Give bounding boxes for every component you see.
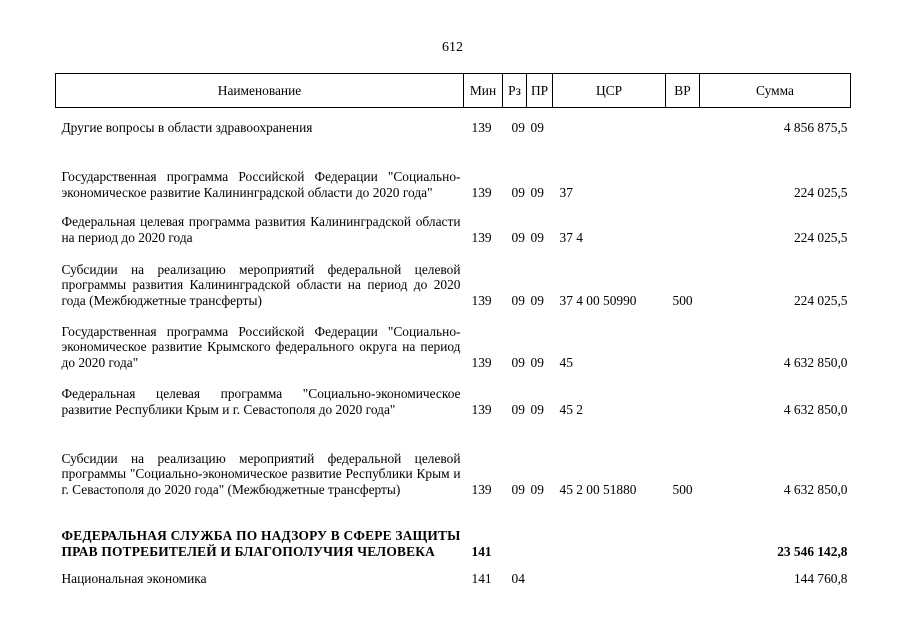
row-vr: [666, 371, 700, 418]
row-pr: 09: [530, 229, 544, 245]
row-name: Другие вопросы в области здравоохранения: [61, 119, 313, 135]
row-sum: 224 025,5: [793, 292, 848, 308]
row-name: ФЕДЕРАЛЬНАЯ СЛУЖБА ПО НАДЗОРУ В СФЕРЕ ЗАЩИТЫ ПРАВ ПОТРЕБИТЕЛЕЙ И БЛАГОПОЛУЧИЯ ЧЕЛОВЕКА: [61, 528, 461, 559]
row-vr: [666, 498, 700, 560]
row-min: 139: [471, 292, 492, 308]
row-sum: 4 632 850,0: [783, 401, 848, 417]
row-vr: [666, 201, 700, 246]
row-pr: 09: [530, 481, 544, 497]
row-csr: 37 4: [559, 229, 583, 245]
row-rz: 09: [511, 481, 525, 497]
row-name: Субсидии на реализацию мероприятий федеральной целевой программы развития Калининградской области на период до 2020 года (Межбюджетные трансферты): [61, 261, 461, 308]
row-name: Национальная экономика: [61, 570, 207, 586]
row-pr: 09: [530, 292, 544, 308]
row-sum: 4 632 850,0: [783, 481, 848, 497]
row-csr: 45 2: [559, 401, 583, 417]
row-min: 139: [471, 354, 492, 370]
row-pr: 09: [530, 119, 544, 135]
table-row: [56, 371, 851, 418]
table-header-row: [56, 74, 851, 108]
row-rz: [503, 498, 527, 560]
row-sum: 144 760,8: [793, 570, 848, 586]
row-sum: 224 025,5: [793, 229, 848, 245]
row-vr: [666, 560, 700, 587]
row-rz: 04: [511, 570, 525, 586]
header-name: Наименование: [56, 74, 464, 108]
row-csr: [553, 560, 666, 587]
table-row: [56, 309, 851, 371]
row-min: 139: [471, 401, 492, 417]
row-pr: [527, 560, 553, 587]
row-sum: 23 546 142,8: [777, 543, 848, 559]
row-rz: 09: [511, 292, 525, 308]
header-vr: ВР: [666, 74, 700, 108]
row-min: 139: [471, 229, 492, 245]
row-pr: 09: [530, 401, 544, 417]
row-rz: 09: [511, 401, 525, 417]
row-sum: 4 856 875,5: [783, 119, 848, 135]
row-name: Федеральная целевая программа "Социально-экономическое развитие Республики Крым и г. Севастополя до 2020 года": [61, 386, 461, 417]
row-rz: 09: [511, 229, 525, 245]
row-name: Государственная программа Российской Федерации "Социально-экономическое развитие Крымского федерального округа на период до 2020 года": [61, 323, 461, 370]
budget-table: [55, 73, 851, 587]
row-csr: 45 2 00 51880: [559, 481, 637, 497]
row-csr: 37 4 00 50990: [559, 292, 637, 308]
row-vr: [666, 108, 700, 136]
row-name: Государственная программа Российской Федерации "Социально-экономическое развитие Калининградской области до 2020 года": [61, 169, 461, 200]
row-csr: 45: [559, 354, 573, 370]
row-pr: 09: [530, 184, 544, 200]
table-row: [56, 246, 851, 309]
row-sum: 224 025,5: [793, 184, 848, 200]
row-rz: 09: [511, 119, 525, 135]
table-row: [56, 201, 851, 246]
row-rz: 09: [511, 184, 525, 200]
table-row: [56, 418, 851, 498]
table-row: [56, 136, 851, 201]
row-min: 141: [471, 543, 492, 559]
page-number: 612: [442, 40, 463, 55]
row-min: 139: [471, 481, 492, 497]
table-row: [56, 108, 851, 136]
header-pr: ПР: [527, 74, 553, 108]
header-rz: Рз: [503, 74, 527, 108]
header-csr: ЦСР: [553, 74, 666, 108]
row-min: 139: [471, 119, 492, 135]
row-pr: 09: [530, 354, 544, 370]
row-min: 141: [471, 570, 492, 586]
header-sum: Сумма: [700, 74, 851, 108]
row-csr: [553, 108, 666, 136]
table-row: [56, 560, 851, 587]
header-min: Мин: [464, 74, 503, 108]
row-min: 139: [471, 184, 492, 200]
table-row: [56, 498, 851, 560]
row-name: Федеральная целевая программа развития Калининградской области на период до 2020 года: [61, 214, 461, 245]
row-vr: 500: [672, 292, 693, 308]
row-name: Субсидии на реализацию мероприятий федеральной целевой программы "Социально-экономическое развитие Республики Крым и г. Севастополя до 2020 года" (Межбюджетные трансферты): [61, 450, 461, 497]
row-rz: 09: [511, 354, 525, 370]
row-csr: [553, 498, 666, 560]
row-sum: 4 632 850,0: [783, 354, 848, 370]
row-vr: [666, 136, 700, 201]
row-pr: [527, 498, 553, 560]
row-csr: 37: [559, 184, 573, 200]
row-vr: [666, 309, 700, 371]
row-vr: 500: [672, 481, 693, 497]
